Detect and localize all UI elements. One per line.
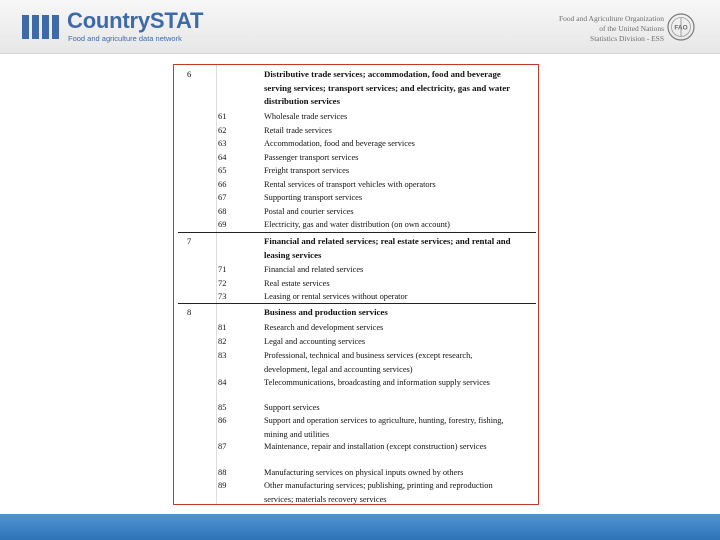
org-line-2: of the United Nations <box>599 24 664 33</box>
org-line-1: Food and Agriculture Organization <box>558 14 664 23</box>
item-code: 63 <box>218 139 227 148</box>
item-label: Other manufacturing services; publishing, printing and reproduction services; materials recovery services <box>264 481 493 504</box>
item-code: 67 <box>218 193 227 202</box>
item-code: 62 <box>218 125 227 135</box>
fao-org-text <box>464 14 664 44</box>
footer-bar <box>0 514 720 540</box>
item-code: 66 <box>218 179 227 189</box>
item-label: Postal and courier services <box>264 206 354 216</box>
section-divider <box>178 303 536 304</box>
item-label: Support services <box>264 403 320 412</box>
item-code: 88 <box>218 468 227 477</box>
item-code: 65 <box>218 166 227 175</box>
item-label: Retail trade services <box>264 125 332 135</box>
countrystat-logo-icon <box>22 15 62 39</box>
item-label: Freight transport services <box>264 166 350 175</box>
section-divider <box>178 232 536 233</box>
header-bar <box>0 0 720 54</box>
item-label: Rental services of transport vehicles with operators <box>264 179 436 189</box>
item-code: 68 <box>218 206 227 216</box>
section-code: 7 <box>187 236 192 246</box>
item-label: Manufacturing services on physical inputs owned by others <box>264 468 464 477</box>
org-line-3: Statistics Division - ESS <box>590 34 664 43</box>
item-code: 85 <box>218 403 227 412</box>
item-label: Real estate services <box>264 278 330 288</box>
section-code: 6 <box>187 69 192 79</box>
item-label: Leasing or rental services without operator <box>264 292 408 301</box>
item-label: Supporting transport services <box>264 193 363 202</box>
section-code: 8 <box>187 307 192 317</box>
item-label: Legal and accounting services <box>264 337 366 346</box>
item-code: 69 <box>218 220 227 229</box>
item-label: Maintenance, repair and installation (except construction) services <box>264 442 487 451</box>
item-label: Professional, technical and business services (except research, development, legal and accounting services) <box>264 351 473 374</box>
item-code: 82 <box>218 337 227 346</box>
item-label: Support and operation services to agriculture, hunting, forestry, fishing, mining and utilities <box>264 416 504 439</box>
item-code: 73 <box>218 292 227 301</box>
item-code: 71 <box>218 265 227 274</box>
item-label: Research and development services <box>264 323 384 332</box>
fao-emblem-icon <box>667 13 695 41</box>
brand-title: CountrySTAT <box>67 8 204 33</box>
item-label: Wholesale trade services <box>264 112 348 121</box>
item-label: Telecommunications, broadcasting and information supply services <box>264 378 490 387</box>
section-title: Business and production services <box>264 307 388 317</box>
item-label: Financial and related services <box>264 265 364 274</box>
item-code: 83 <box>218 351 227 360</box>
item-code: 86 <box>218 416 227 425</box>
item-code: 81 <box>218 323 227 332</box>
item-code: 61 <box>218 112 227 121</box>
item-code: 87 <box>218 442 227 451</box>
item-label: Passenger transport services <box>264 152 359 162</box>
classification-table <box>173 64 539 505</box>
item-code: 84 <box>218 378 227 387</box>
item-code: 72 <box>218 278 227 288</box>
item-code: 89 <box>218 481 227 490</box>
item-code: 64 <box>218 152 227 162</box>
item-label: Electricity, gas and water distribution (on own account) <box>264 220 450 229</box>
section-title: Financial and related services; real estate services; and rental and leasing services <box>264 236 511 260</box>
column-divider <box>216 65 217 504</box>
fao-emblem-text: FAO <box>674 24 688 32</box>
item-label: Accommodation, food and beverage services <box>264 139 415 148</box>
brand-tagline: Food and agriculture data network <box>68 34 182 43</box>
section-title: Distributive trade services; accommodation, food and beverage serving services; transport services; and electricity, gas and water distribution services <box>264 69 510 107</box>
